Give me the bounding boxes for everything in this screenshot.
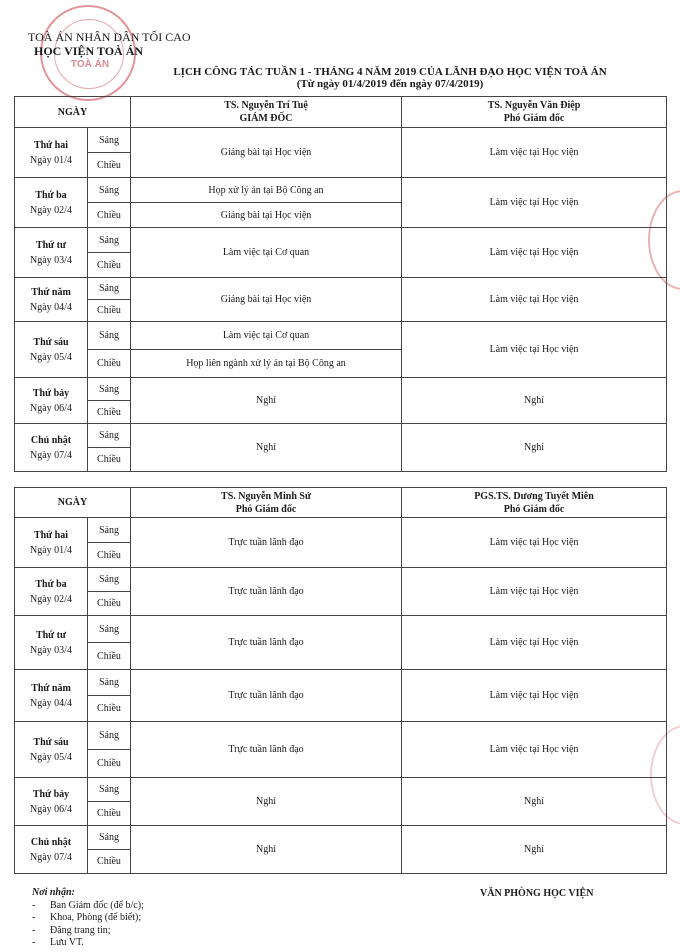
schedule-entry: Làm việc tại Học viện <box>402 128 667 178</box>
recipient-item: - Lưu VT. <box>32 937 144 950</box>
day-name: Thứ năm <box>31 286 71 298</box>
day-cell <box>15 778 88 826</box>
schedule-entry: Giảng bài tại Học viện <box>131 203 402 228</box>
schedule-table-2 <box>14 487 667 874</box>
day-cell <box>15 826 88 874</box>
session-morning: Sáng <box>88 778 131 802</box>
day-name: Thứ hai <box>33 139 69 151</box>
session-afternoon: Chiều <box>88 448 131 472</box>
ngay-header: NGÀY <box>15 488 131 518</box>
session-afternoon: Chiều <box>88 750 131 778</box>
day-cell <box>15 424 88 472</box>
session-afternoon: Chiều <box>88 592 131 616</box>
day-cell <box>15 616 88 670</box>
schedule-entry: Làm việc tại Cơ quan <box>131 322 402 350</box>
schedule-entry: Nghỉ <box>402 424 667 472</box>
schedule-entry: Làm việc tại Học viện <box>402 722 667 778</box>
day-date: Ngày 07/4 <box>30 449 72 461</box>
leader-title: Phó Giám đốc <box>235 503 297 515</box>
schedule-entry: Làm việc tại Học viện <box>402 670 667 722</box>
table-row <box>15 826 667 850</box>
session-morning: Sáng <box>88 228 131 253</box>
schedule-entry: Họp xử lý án tại Bộ Công an <box>131 178 402 203</box>
session-afternoon: Chiều <box>88 543 131 568</box>
schedule-entry: Làm việc tại Học viện <box>402 178 667 228</box>
day-name: Chủ nhật <box>30 836 72 848</box>
table-row <box>15 616 667 643</box>
schedule-entry: Họp liên ngành xử lý án tại Bộ Công an <box>131 350 402 378</box>
day-cell <box>15 670 88 722</box>
recipient-item: - Ban Giám đốc (để b/c); <box>32 900 144 913</box>
day-cell <box>15 518 88 568</box>
session-afternoon: Chiều <box>88 850 131 874</box>
leader-header <box>131 488 402 518</box>
schedule-entry: Nghỉ <box>131 424 402 472</box>
schedule-entry: Trực tuần lãnh đạo <box>131 518 402 568</box>
session-afternoon: Chiều <box>88 643 131 670</box>
recipients-heading: Nơi nhận: <box>32 887 75 898</box>
schedule-entry: Nghỉ <box>131 778 402 826</box>
session-morning: Sáng <box>88 378 131 401</box>
day-date: Ngày 07/4 <box>30 851 72 863</box>
day-cell <box>15 722 88 778</box>
day-cell <box>15 568 88 616</box>
schedule-entry: Làm việc tại Học viện <box>402 322 667 378</box>
day-date: Ngày 02/4 <box>30 204 72 216</box>
session-morning: Sáng <box>88 616 131 643</box>
schedule-entry: Làm việc tại Học viện <box>402 278 667 322</box>
session-morning: Sáng <box>88 178 131 203</box>
schedule-entry: Trực tuần lãnh đạo <box>131 722 402 778</box>
table-row <box>15 128 667 153</box>
day-name: Thứ ba <box>35 189 67 201</box>
day-cell <box>15 378 88 424</box>
day-date: Ngày 06/4 <box>30 402 72 414</box>
session-morning: Sáng <box>88 322 131 350</box>
leader-name: PGS.TS. Dương Tuyết Miên <box>474 490 594 502</box>
recipient-item: - Đăng trang tin; <box>32 925 144 938</box>
session-afternoon: Chiều <box>88 203 131 228</box>
table-row <box>15 670 667 696</box>
leader-title: Phó Giám đốc <box>503 113 565 124</box>
leader-name: TS. Nguyễn Văn Điệp <box>487 100 581 111</box>
day-date: Ngày 05/4 <box>30 751 72 763</box>
schedule-entry: Làm việc tại Cơ quan <box>131 228 402 278</box>
session-afternoon: Chiều <box>88 696 131 722</box>
day-name: Thứ bảy <box>32 788 70 800</box>
day-cell <box>15 128 88 178</box>
day-name: Chủ nhật <box>30 434 72 446</box>
session-morning: Sáng <box>88 670 131 696</box>
day-name: Thứ năm <box>31 682 71 694</box>
ngay-header: NGÀY <box>15 97 131 128</box>
leader-name: TS. Nguyễn Minh Sử <box>221 490 311 502</box>
table-row <box>15 518 667 543</box>
issuing-organization <box>28 30 191 58</box>
leader-title: Phó Giám đốc <box>503 503 565 515</box>
leader-header <box>131 97 402 128</box>
day-name: Thứ ba <box>35 578 67 590</box>
day-date: Ngày 04/4 <box>30 301 72 313</box>
leader-name: TS. Nguyễn Trí Tuệ <box>224 100 308 111</box>
table-row <box>15 568 667 592</box>
table-row <box>15 424 667 448</box>
session-morning: Sáng <box>88 128 131 153</box>
leader-header <box>402 488 667 518</box>
table-row <box>15 178 667 203</box>
day-cell <box>15 178 88 228</box>
title-line-2: (Từ ngày 01/4/2019 đến ngày 07/4/2019) <box>296 78 484 90</box>
leader-header <box>402 97 667 128</box>
day-date: Ngày 02/4 <box>30 593 72 605</box>
day-date: Ngày 01/4 <box>30 154 72 166</box>
schedule-entry: Làm việc tại Học viện <box>402 518 667 568</box>
day-date: Ngày 06/4 <box>30 803 72 815</box>
table-row <box>15 378 667 401</box>
day-cell <box>15 322 88 378</box>
org-line-1: TOÀ ÁN NHÂN DÂN TỐI CAO <box>28 30 191 44</box>
session-afternoon: Chiều <box>88 401 131 424</box>
document-title <box>130 66 650 90</box>
table-row <box>15 722 667 750</box>
schedule-entry: Nghỉ <box>402 778 667 826</box>
session-morning: Sáng <box>88 568 131 592</box>
session-morning: Sáng <box>88 424 131 448</box>
session-morning: Sáng <box>88 518 131 543</box>
day-cell <box>15 278 88 322</box>
day-date: Ngày 05/4 <box>30 351 72 363</box>
schedule-entry: Giảng bài tại Học viện <box>131 278 402 322</box>
day-date: Ngày 01/4 <box>30 544 72 556</box>
session-afternoon: Chiều <box>88 802 131 826</box>
recipients-block <box>32 887 144 950</box>
schedule-entry: Nghỉ <box>131 826 402 874</box>
table-row <box>15 322 667 350</box>
schedule-entry: Trực tuần lãnh đạo <box>131 616 402 670</box>
day-name: Thứ tư <box>35 239 67 251</box>
schedule-entry: Nghỉ <box>402 826 667 874</box>
title-line-1: LỊCH CÔNG TÁC TUẦN 1 - THÁNG 4 NĂM 2019 CỦA LÃNH ĐẠO HỌC VIỆN TOÀ ÁN <box>173 66 607 78</box>
schedule-entry: Nghỉ <box>131 378 402 424</box>
org-line-2: HỌC VIỆN TOÀ ÁN <box>34 44 144 58</box>
session-morning: Sáng <box>88 722 131 750</box>
session-afternoon: Chiều <box>88 350 131 378</box>
session-morning: Sáng <box>88 826 131 850</box>
session-afternoon: Chiều <box>88 153 131 178</box>
day-date: Ngày 04/4 <box>30 697 72 709</box>
day-cell <box>15 228 88 278</box>
day-name: Thứ tư <box>35 629 67 641</box>
session-morning: Sáng <box>88 278 131 300</box>
table-header-row <box>15 488 667 518</box>
schedule-entry: Giảng bài tại Học viện <box>131 128 402 178</box>
schedule-entry: Trực tuần lãnh đạo <box>131 568 402 616</box>
session-afternoon: Chiều <box>88 300 131 322</box>
leader-title: GIÁM ĐỐC <box>239 113 293 124</box>
day-name: Thứ sáu <box>33 736 69 748</box>
schedule-entry: Làm việc tại Học viện <box>402 568 667 616</box>
schedule-table-1 <box>14 96 667 472</box>
seal-text: TOÀ ÁN <box>70 59 110 70</box>
day-date: Ngày 03/4 <box>30 644 72 656</box>
table-row <box>15 278 667 300</box>
day-name: Thứ hai <box>33 529 69 541</box>
schedule-entry: Làm việc tại Học viện <box>402 228 667 278</box>
day-name: Thứ bảy <box>32 387 70 399</box>
day-name: Thứ sáu <box>33 336 69 348</box>
issuing-office-signature: VĂN PHÒNG HỌC VIỆN <box>480 888 594 899</box>
day-date: Ngày 03/4 <box>30 254 72 266</box>
session-afternoon: Chiều <box>88 253 131 278</box>
table-row <box>15 778 667 802</box>
schedule-entry: Nghỉ <box>402 378 667 424</box>
table-header-row <box>15 97 667 128</box>
schedule-entry: Trực tuần lãnh đạo <box>131 670 402 722</box>
table-row <box>15 228 667 253</box>
recipient-item: - Khoa, Phòng (để biết); <box>32 912 144 925</box>
schedule-entry: Làm việc tại Học viện <box>402 616 667 670</box>
